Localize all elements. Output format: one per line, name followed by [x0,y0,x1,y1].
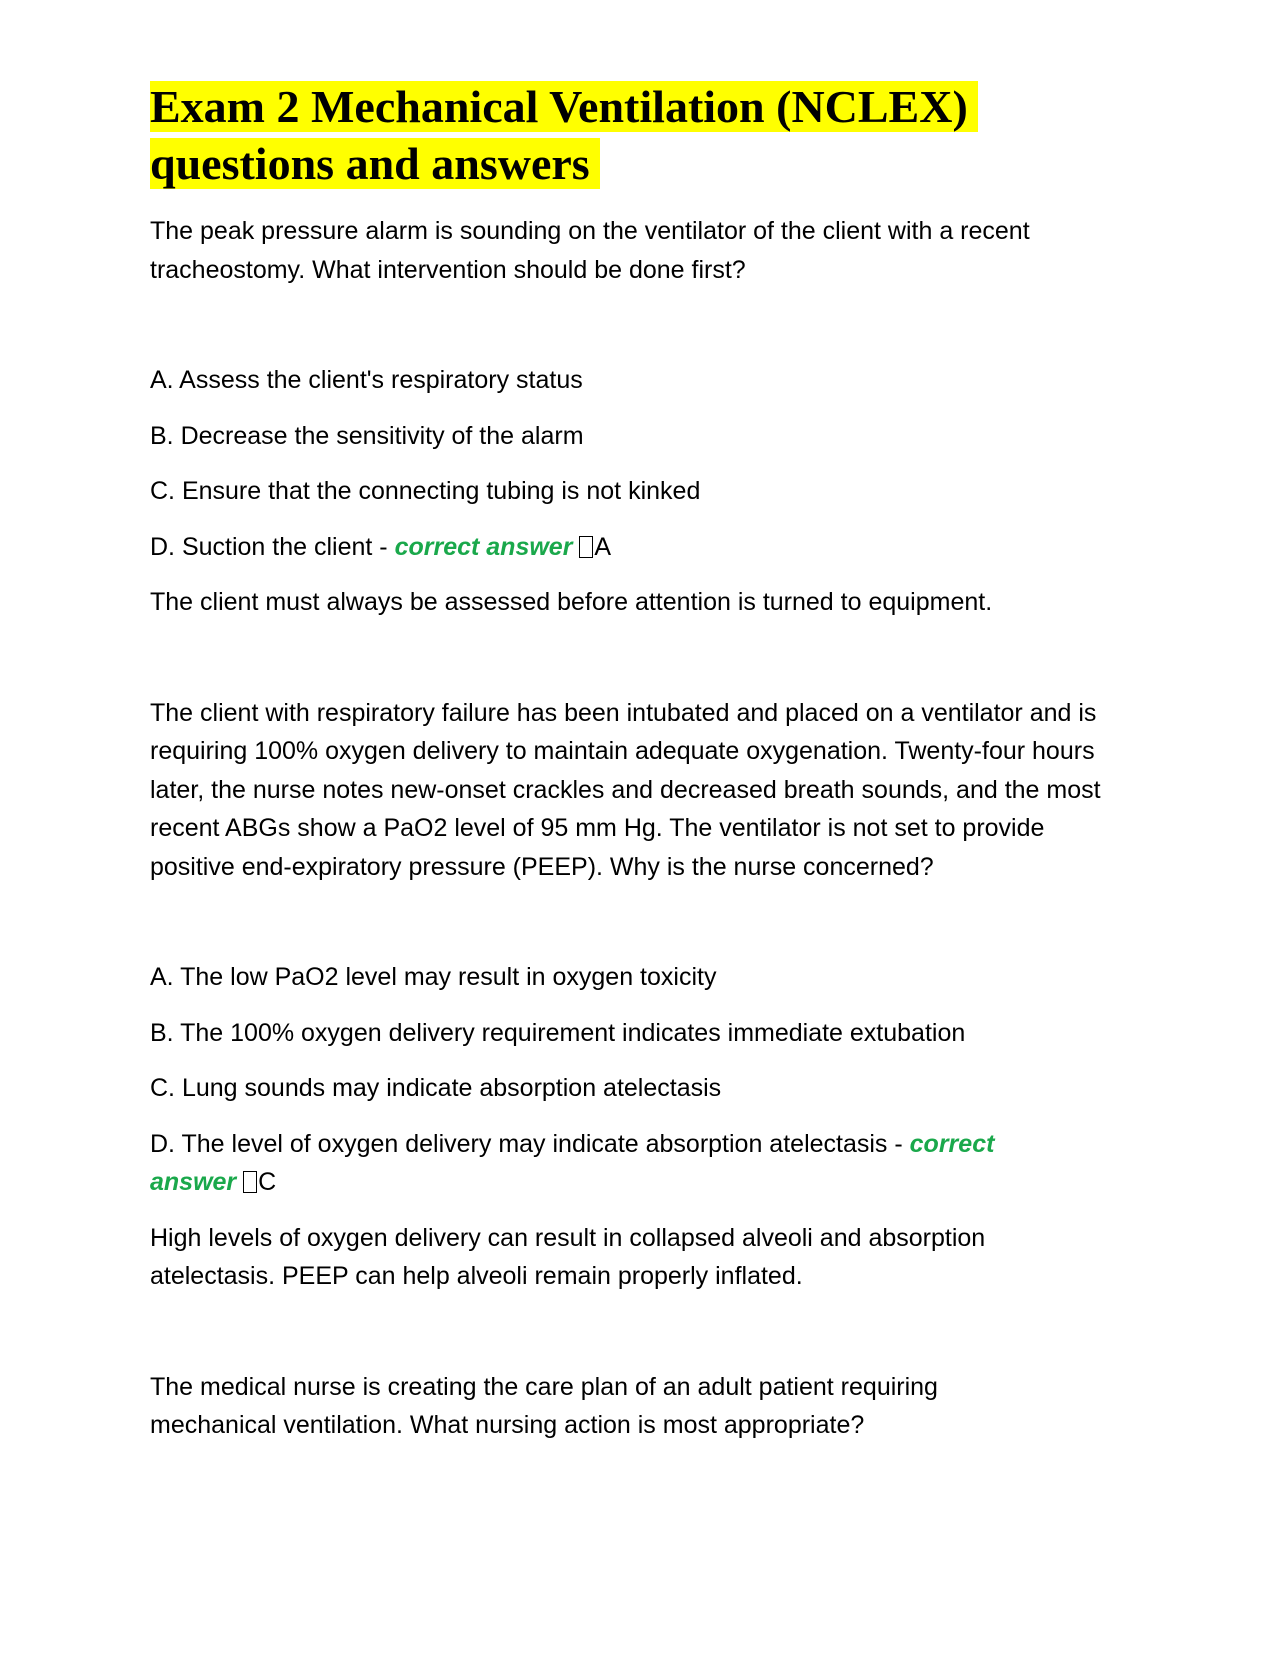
option-d-text: D. Suction the client - [150,532,395,561]
question-1-option-b: B. Decrease the sensitivity of the alarm [150,421,584,450]
correct-answer-label: correct answer [150,1129,995,1196]
question-2-option-d [150,1125,1050,1202]
question-3-stem: The medical nurse is creating the care plan of an adult patient requiring mechanical ventilation. What nursing action is most appropriate? [150,1372,938,1439]
question-2-option-a: A. The low PaO2 level may result in oxygen toxicity [150,963,717,991]
question-2-rationale: High levels of oxygen delivery can result in collapsed alveoli and absorption atelectasis. PEEP can help alveoli remain properly inflated. [150,1223,986,1290]
title-highlight: Exam 2 Mechanical Ventilation (NCLEX) questions and answers [150,81,978,189]
question-1-option-a: A. Assess the client's respiratory status [150,366,583,394]
question-1-option-d [150,528,1130,567]
document-title [150,78,1130,192]
correct-answer-letter: C [258,1168,277,1196]
question-1-rationale: The client must always be assessed before attention is turned to equipment. [150,588,993,616]
question-2-stem: The client with respiratory failure has been intubated and placed on a ventilator and is requiring 100% oxygen delivery to maintain adequate oxygenation. Twenty-four hours later, the nurse notes new-onset crackles and decreased breath sounds, and the most recent ABGs show a PaO2 level of 95 mm Hg. The ventilator is not set to provide positive end-expiratory pressure (PEEP). Why is the nurse concerned? [150,698,1101,881]
missing-glyph-icon [243,1171,257,1193]
option-d-text: D. The level of oxygen delivery may indicate absorption atelectasis - [150,1129,910,1158]
question-2-option-c: C. Lung sounds may indicate absorption atelectasis [150,1074,722,1102]
correct-answer-letter: A [594,532,612,561]
question-1-option-c: C. Ensure that the connecting tubing is not kinked [150,477,701,505]
question-2-option-b: B. The 100% oxygen delivery requirement indicates immediate extubation [150,1018,966,1047]
question-1-stem: The peak pressure alarm is sounding on the ventilator of the client with a recent tracheostomy. What intervention should be done first? [150,217,1030,284]
missing-glyph-icon [579,536,593,558]
document-page [150,78,1130,1445]
correct-answer-label: correct answer [394,532,573,561]
